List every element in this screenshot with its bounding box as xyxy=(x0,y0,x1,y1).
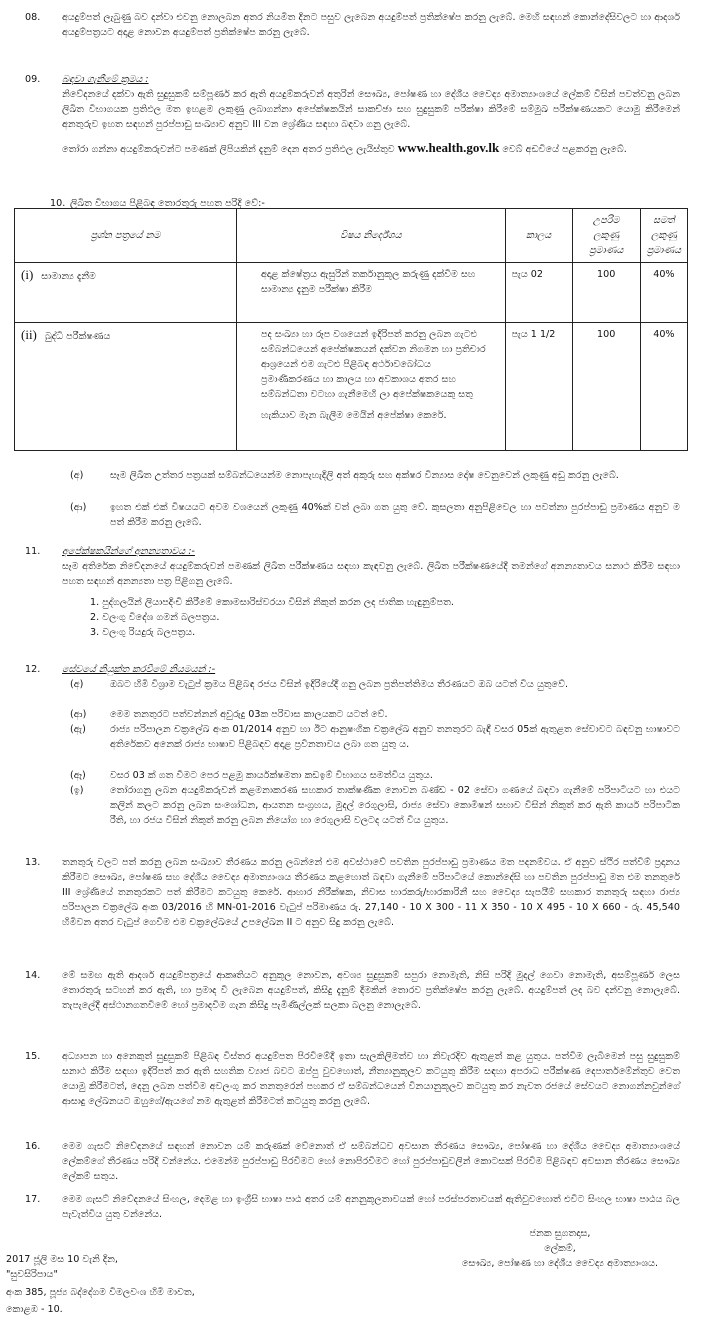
paper-subject: අදාළ ක්ෂේත්‍රය ඇසුරින් තර්කානුකූල කරුණු දක්වීම සහ සාමාන්‍ය දැනුම පරීක්ෂා කිරීම xyxy=(237,263,506,323)
website-url: www.health.gov.lk xyxy=(397,140,500,155)
list-item: 2. වලංගු විදේශ ගමන් බලපත්‍රය. xyxy=(90,612,220,623)
header-max: උපරිම ලකුණු ප්‍රමාණය xyxy=(572,209,640,263)
item-label: (ආ) xyxy=(70,709,87,720)
footer-building: "සුවසිරිපාය" xyxy=(6,1269,58,1280)
item-label: (ඈ) xyxy=(70,770,86,781)
section-text: මෙම ගැසට් නිවේදනයේ සිංහල, දෙමළ හා ඉංග්‍රීසි භාෂා පාඨ අතර යම් අනනුකූලතාවයක් හෝ පරස්පරතාවයක් ඇතිවුවහොත් එවිට සිංහල භාෂා පාඨය බල පැවැත්විය යුතු වන්නේය. xyxy=(62,1194,680,1220)
footer-street: අංක 385, පූජ්‍ය බද්දේගම විමලවංශ හිමි මාවත, xyxy=(6,1287,195,1298)
note-text: සෑම ලිඛිත උත්තර පත්‍රයක් සම්බන්ධයෙන්ම නොපැහැදිලි අත් අකුරු සහ අක්ෂර වින්‍යාස දෝෂ වෙනුවෙන් ලකුණු අඩු කරනු ලැබේ. xyxy=(110,470,619,481)
section-text: අධ්‍යාපන හා අනෙකුත් සුදුසුකම් පිළිබඳ විස්තර අයදුම්පත පිරවීමේදී ඉතා සැලකිලිමත්ව හා නිවැරදිව ඇතුළත් කළ යුතුය. පත්වීම ලැබීමෙන් පසු සුදුසුකම් සනාථ කිරීම සඳහා ඉදිරිපත් කර ඇති සහතික ව්‍යාජ බවට ඔප්පු වුවහොත්, නීත්‍යානුකූලව කටයුතු කිරීම සඳහා අපරාධ පරීක්ෂණ දෙපාර්තමේන්තුව වෙත යොමු කිරීමටත්, දෙනු ලබන පත්වීම අවලංගු කර තනතුරෙන් පහකර ඒ සම්බන්ධයෙන් විනයානුකූලව කටයුතු කර නැවත රජයේ සේවයට නොගන්නවුන්ගේ ආසාදු ලේඛනයට ඔහුගේ/ඇයගේ නම ඇතුළත් කිරීමටත් කටයුතු කරනු ලැබේ. xyxy=(62,1051,680,1107)
item-text: මෙම තනතුරට පත්වන්නන් අවුරුදු 03ක පරිවාස කාලයකට යටත් වේ. xyxy=(110,709,388,720)
paper-max: 100 xyxy=(572,323,640,451)
section-heading: ලිඛිත විභාගය පිළිබඳ තොරතුරු පහත පරිදි වේ:- xyxy=(70,198,265,209)
header-time: කාලය xyxy=(505,209,572,263)
section-heading: අපේක්ෂකයින්ගේ අනන්‍යතාවය :- xyxy=(62,546,195,557)
section-number: 10. xyxy=(50,198,66,209)
item-text: ඔබට හිමි විශ්‍රාම වැටුප් ක්‍රමය පිළිබඳ රජය විසින් ඉදිරියේදී ගනු ලබන ප්‍රතිපත්තිමය තීරණයට ඔබ යටත් විය යුතුවේ. xyxy=(110,679,569,690)
note-label: (අ) xyxy=(70,470,84,481)
paper-max: 100 xyxy=(572,263,640,323)
section-number: 14. xyxy=(25,970,41,981)
note-text: ඉහත එක් එක් විෂයයට අවම වශයෙන් ලකුණු 40%ක් වත් ලබා ගත යුතු වේ. කුසලතා අනුපිළිවෙල හා පවත්නා පුරප්පාඩු ප්‍රමාණය අනුව ම පත් කිරීම කරනු ලැබේ. xyxy=(110,502,680,528)
section-text: නිවේදනයේ දක්වා ඇති සුදුසුකම් සම්පූර්ණ කර ඇති අයදුම්කරුවන් අතුරින් සෞඛ්‍ය, පෝෂණ හා දේශීය වෛද්‍ය අමාත්‍යාංශයේ ලේකම් විසින් පවත්වනු ලබන ලිඛිත විභාගයක ප්‍රතිඵල මත ඉහළම ලකුණු ලබාගන්නා අපේක්ෂකයින් සාකච්ඡා සහ සුදුසුකම් පරීක්ෂා කිරීමේ සම්මුඛ පරීක්ෂණයකට යොමු කිරීමෙන් අනතුරුව ඉහත සඳහන් පුරප්පාඩු සංඛ්‍යාව අනුව III වන ශ්‍රේණිය සඳහා බඳවා ගනු ලැබේ. xyxy=(62,89,680,130)
section-number: 11. xyxy=(25,546,41,557)
signatory-title: ලේකම්, xyxy=(544,1243,576,1254)
section-text: සෑම අතිරේක නිවේදනයේ අයදුම්කරුවන් පමණක් ලිඛිත පරීක්ෂණය සඳහා කැඳවනු ලැබේ. ලිඛිත පරීක්ෂණයේදී තමන්ගේ අනන්‍යතාවය සනාථ කිරීම සඳහා පහත සඳහන් අනන්‍යතා පත්‍ර පිළිගනු ලැබේ. xyxy=(62,561,680,587)
list-item: 3. වලංගු රියදුරු බලපත්‍රය. xyxy=(90,627,196,638)
section-number: 16. xyxy=(25,1141,41,1152)
section-number: 08. xyxy=(25,12,41,23)
section-text: මෙම ගැසට් නිවේදනයේ සඳහන් නොවන යම් කරුණක් වේනොත් ඒ සම්බන්ධව අවසාන තීරණය සෞඛ්‍ය, පෝෂණ හා දේශීය වෛද්‍ය අමාත්‍යාංශයේ ලේකම්ගේ තීරණය පරිදි වන්නේය. එමෙන්ම පුරප්පාඩු පිරවීමට හෝ නොපිරවීමට හෝ පුරප්පාඩුවලින් කොටසක් පිරවීම පිළිබඳව අවසාන තීරණය සෞඛ්‍ය ලේකම් සතුය. xyxy=(62,1141,680,1182)
header-min: සමත් ලකුණු ප්‍රමාණය xyxy=(640,209,687,263)
signature-block xyxy=(440,1226,680,1271)
header-subject: විෂය නිර්දේශය xyxy=(237,209,506,263)
paper-time: පැය 1 1/2 xyxy=(505,323,572,451)
paper-name: (i) සාමාන්‍ය දැනීම xyxy=(15,263,237,323)
item-text: රාජ්‍ය පරිපාලන චක්‍රලේඛ අංක 01/2014 අනුව හා ඊට ආනුෂංගික චක්‍රලේඛ අනුව තනතුරට බැඳී වසර 05ක් ඇතුළත සේවාවට බඳවනු භාෂාවට අතිරේකව අනෙක් රාජ්‍ය භාෂාව පිළිබඳව අදාළ ප්‍රවීනතාවය ලබා ගත යුතු ය. xyxy=(110,724,680,750)
section-text: මේ සමඟ ඇති ආදර්ශ අයදුම්පත්‍රයේ ආකෘතියට අනුකූල නොවන, අවශ්‍ය සුදුසුකම් සපුරා නොමැති, නිසි පරිදි මුදල් ගෙවා නොමැති, අසම්පූර්ණ ලෙස තොරතුරු සටහන් කර ඇති, හා ප්‍රමාද වී ලැබෙන අයදුම්පත්, කිසිදු දැනුම් දීමකින් තොරව ප්‍රතික්ෂේප කරනු ලැබේ. අයදුම්පත් ලද බව දන්වනු නොලැබේ. තැපැලේදී අස්ථානගතවීමේ හෝ ප්‍රමාදවීම ගැන කිසිදු පැමිණිල්ලක් සලකා බලනු නොලැබේ. xyxy=(62,970,680,1011)
section-text: අයදුම්පත් ලැබුණු බව දන්වා එවනු නොලබන අතර නියමිත දිනට පසුව ලැබෙන අයදුම්පත් ප්‍රතික්ෂේප කරනු ලැබේ. මෙහි සඳහන් කොන්දේසිවලට හා ආදර්ශ අයදුම්පත්‍රයට අදාළ නොවන අයදුම්පත් ප්‍රතික්ෂේප කරනු ලැබේ. xyxy=(62,12,680,38)
list-item: 1. පුද්ගලයින් ලියාපදිංචි කිරීමේ කොමසාරිස්වරයා විසින් නිකුත් කරන ලද ජාතික හැඳුනුම්පත. xyxy=(90,597,454,608)
section-number: 15. xyxy=(25,1051,41,1062)
section-heading: සේවයේ නියුක්ත කරවීමේ නියමයන් :- xyxy=(62,664,216,675)
section-number: 17. xyxy=(25,1194,41,1205)
paper-name: (ii) බුද්ධි පරීක්ෂණය xyxy=(15,323,237,451)
item-label: (ඉ) xyxy=(70,785,84,796)
signatory-ministry: සෞඛ්‍ය, පෝෂණ හා දේශීය වෛද්‍ය අමාත්‍යාංශය. xyxy=(461,1258,659,1269)
section-number: 09. xyxy=(25,74,41,85)
footer-city: කොළඹ - 10. xyxy=(6,1304,63,1315)
item-label: (ඇ) xyxy=(70,724,86,735)
section-number: 13. xyxy=(25,857,41,868)
item-label: (අ) xyxy=(70,679,84,690)
section-text: තනතුරු වලට පත් කරනු ලබන සංඛ්‍යාව තීරණය කරනු ලබන්නේ එම අවස්ථාවේ පවතින පුරප්පාඩු ප්‍රමාණය මත පදනම්වය. ඒ අනුව ස්ථිර පත්වීම් ප්‍රදානය කිරීමට සෞඛ්‍ය, පෝෂණ සහ දේශීය වෛද්‍ය අමාත්‍යාංශය තීරණය කළහොත් බඳවා ගැනීමේ පරිපාටියේ කොන්දේසි හා පවතින පුරප්පාඩු මත එම තනතුරේ III ශ්‍රේණියේ තනතුරකට පත් කිරීමට කටයුතු කෙරේ. ආහාර නිරීක්ෂක, නිවාස භාරකරු/භාරකාරිනී සහ වෛද්‍ය සැපයීම් සහකාර තනතුරු සඳහා රාජ්‍ය පරිපාලන චක්‍රලේඛ අංක 03/2016 හි MN-01-2016 වැටුප් පරිමාණය රු. 27,140 - 10 X 300 - 11 X 350 - 10 X 495 - 10 X 660 - රු. 45,540 හිමිවන අතර වැටුප් ගෙවීම එම චක්‍රලේඛයේ උපලේඛන II ට අනුව සිදු කරනු ලැබේ. xyxy=(62,857,680,928)
table-row xyxy=(15,323,688,451)
section-heading: බඳවා ගැනීමේ ක්‍රමය : xyxy=(62,74,149,85)
paper-subject: පද සංඛ්‍යා හා රූප වශයෙන් ඉදිරිපත් කරනු ලබන ගැටළු සම්බන්ධයෙන් අපේක්ෂකයන් දක්වන නිගමන හා ප්‍රතිචාර ආශ්‍රයෙන් එම ගැටළු පිළිබඳ අර්ථාවබෝධය ප්‍රමාණීකරණය හා කාලය හා අවකාශය අතර සහ සම්බන්ධතා වටහා ගැනීමෙහි ලා අපේක්ෂකයෙකු සතු හැකියාව මැන බැලීම මෙයින් අපේක්ෂා කෙරේ. xyxy=(237,323,506,451)
header-paper: ප්‍රශ්න පත්‍රයේ නම xyxy=(15,209,237,263)
results-note: තෝරා ගන්නා අයදුම්කරුවන්ට පමණක් ලිපියකින් දැනුම් දෙන අතර ප්‍රතිඵල ලැයිස්තුව www.health.gov.lk වෙබ් අඩවියේ පළකරනු ලැබේ. xyxy=(62,140,627,155)
paper-min: 40% xyxy=(640,263,687,323)
paper-min: 40% xyxy=(640,323,687,451)
signatory-name: ජනක සුගතදාස, xyxy=(529,1228,591,1239)
item-text: වසර 03 ක් ගත වීමට පෙර පළමු කාර්යක්ෂමතා කඩඉම් විභාගය සමත්විය යුතුය. xyxy=(110,770,433,781)
item-text: තෝරාගනු ලබන අයදුම්කරුවන් කළමනාකරණ සහකාර තාක්ෂණික නොවන බණ්ඩ - 02 සේවා ගණයේ බඳවා ගැනීමේ පරිපාටියට හා එයට කලින් කලට කරනු ලබන සංශෝධන, ආයතන සංග්‍රහය, මුදල් රෙගුලාසි, රාජ්‍ය සේවා කොමිෂන් සභාව විසින් නිකුත් කර ඇති කාර්ය පරිපාටික රීති, හා රජය විසින් නිකුත් කරනු ලබන නියෝග හා රෙගුලාසි වලටද යටත් විය යුතුය. xyxy=(110,785,680,826)
table-header-row xyxy=(15,209,688,263)
exam-table xyxy=(14,208,688,451)
section-number: 12. xyxy=(25,664,41,675)
paper-time: පැය 02 xyxy=(505,263,572,323)
footer-date: 2017 ජූලි මස 10 වැනි දින, xyxy=(6,1254,118,1265)
table-row xyxy=(15,263,688,323)
id-list xyxy=(62,595,680,640)
note-label: (ආ) xyxy=(70,502,87,513)
